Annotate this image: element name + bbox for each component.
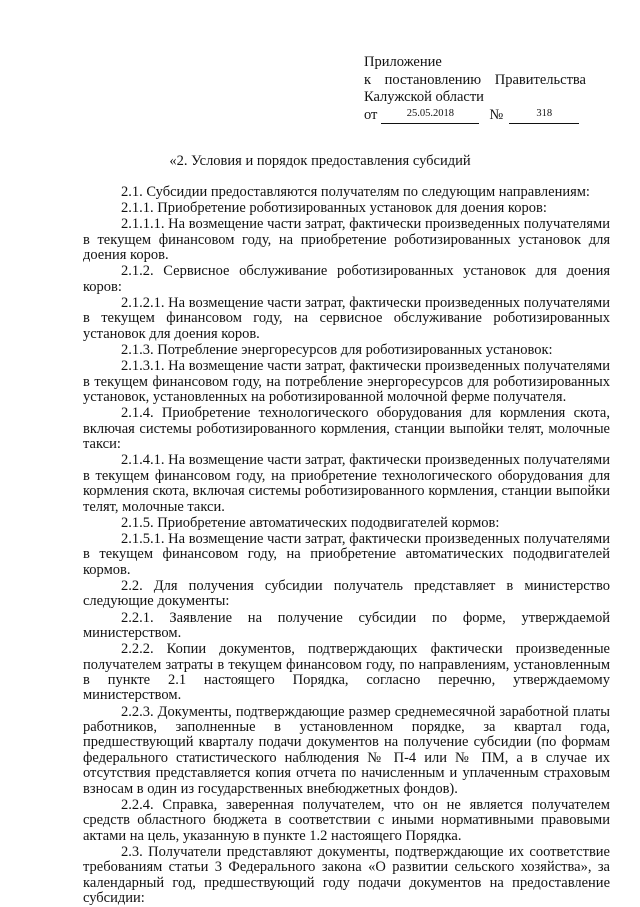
- paragraph-2-2-3: 2.2.3. Документы, подтверждающие размер среднемесячной заработной платы работников, заполненные в установленном порядке, за квартал года, предшествующий кварталу подачи документов на получение субсидии (по формам федерального статистического наблюдения № П-4 или № ПМ, а в случае их отсутствия представляется копия отчета по начисленным и уплаченным страховым взносам в один из государственных внебюджетных фондов).: [83, 703, 610, 797]
- annex-label: Приложение: [364, 54, 442, 70]
- annex-header: [364, 54, 594, 124]
- annex-resolution-line: [364, 72, 586, 90]
- annex-number-field: [509, 107, 579, 124]
- annex-region: Калужской области: [364, 89, 484, 105]
- paragraph-2-2-2: 2.2.2. Копии документов, подтверждающих фактически произведенные получателем затраты в текущем финансовом году, по направлениям, установленным в пункте 2.1 настоящего Порядка, согласно перечню, утверждаемому министерством.: [83, 641, 610, 704]
- paragraph-2-3: 2.3. Получатели представляют документы, подтверждающие их соответствие требованиям статьи 3 Федерального закона «О развитии сельского хозяйства», за календарный год, предшествующий году подачи документов на предоставление субсидии:: [83, 843, 610, 907]
- annex-resolution-word: постановлению: [384, 71, 482, 88]
- paragraph-2-1: 2.1. Субсидии предоставляются получателям по следующим направлениям:: [121, 184, 590, 200]
- paragraph-2-1-2-1: 2.1.2.1. На возмещение части затрат, фактически произведенных получателями в текущем финансовом году, на сервисное обслуживание роботизированных установок для доения коров.: [83, 295, 610, 342]
- paragraph-2-1-4-1: 2.1.4.1. На возмещение части затрат, фактически произведенных получателями в текущем финансовом году, на приобретение технологического оборудования для кормления скота, включая системы роботизированного кормления, станции выпойки телят, молочные такси.: [83, 452, 610, 515]
- annex-date-field: [381, 107, 479, 124]
- annex-preposition: к: [364, 71, 372, 88]
- annex-from-label: от: [364, 106, 378, 123]
- paragraph-2-1-3-1: 2.1.3.1. На возмещение части затрат, фактически произведенных получателями в текущем финансовом году, на потребление энергоресурсов для роботизированных установок, установленных на роботизированной молочной ферме получателя.: [83, 358, 610, 406]
- annex-government-word: Правительства: [494, 71, 586, 88]
- annex-number-value: 318: [536, 108, 553, 119]
- paragraph-2-1-1: 2.1.1. Приобретение роботизированных установок для доения коров:: [121, 200, 547, 217]
- paragraph-2-1-5-1: 2.1.5.1. На возмещение части затрат, фактически произведенных получателями в текущем финансовом году, на приобретение автоматических пододвигателей кормов.: [83, 530, 610, 578]
- paragraph-2-1-5: 2.1.5. Приобретение автоматических пододвигателей кормов:: [121, 514, 500, 531]
- annex-date-value: 25.05.2018: [406, 108, 455, 119]
- paragraph-2-1-1-1: 2.1.1.1. На возмещение части затрат, фактически произведенных получателями в текущем финансовом году, на приобретение роботизированных установок для доения коров.: [83, 216, 610, 264]
- paragraph-2-1-4: 2.1.4. Приобретение технологического оборудования для кормления скота, включая системы роботизированного кормления, станции выпойки телят, молочные такси:: [83, 405, 610, 453]
- document-body: [83, 185, 610, 907]
- paragraph-2-1-3: 2.1.3. Потребление энергоресурсов для роботизированных установок:: [121, 342, 553, 359]
- annex-date-number-line: [364, 107, 594, 125]
- paragraph-2-2-4: 2.2.4. Справка, заверенная получателем, что он не является получателем средств областного бюджета в соответствии с иными нормативными правовыми актами на цель, указанную в пункте 1.2 настоящего Порядка.: [83, 796, 610, 844]
- paragraph-2-2-1: 2.2.1. Заявление на получение субсидии по форме, утверждаемой министерством.: [83, 609, 610, 641]
- paragraph-2-1-2: 2.1.2. Сервисное обслуживание роботизированных установок для доения коров:: [83, 263, 610, 295]
- annex-number-label: №: [489, 106, 504, 123]
- paragraph-2-2: 2.2. Для получения субсидии получатель представляет в министерство следующие документы:: [83, 577, 610, 610]
- section-title: «2. Условия и порядок предоставления субсидий: [169, 153, 471, 169]
